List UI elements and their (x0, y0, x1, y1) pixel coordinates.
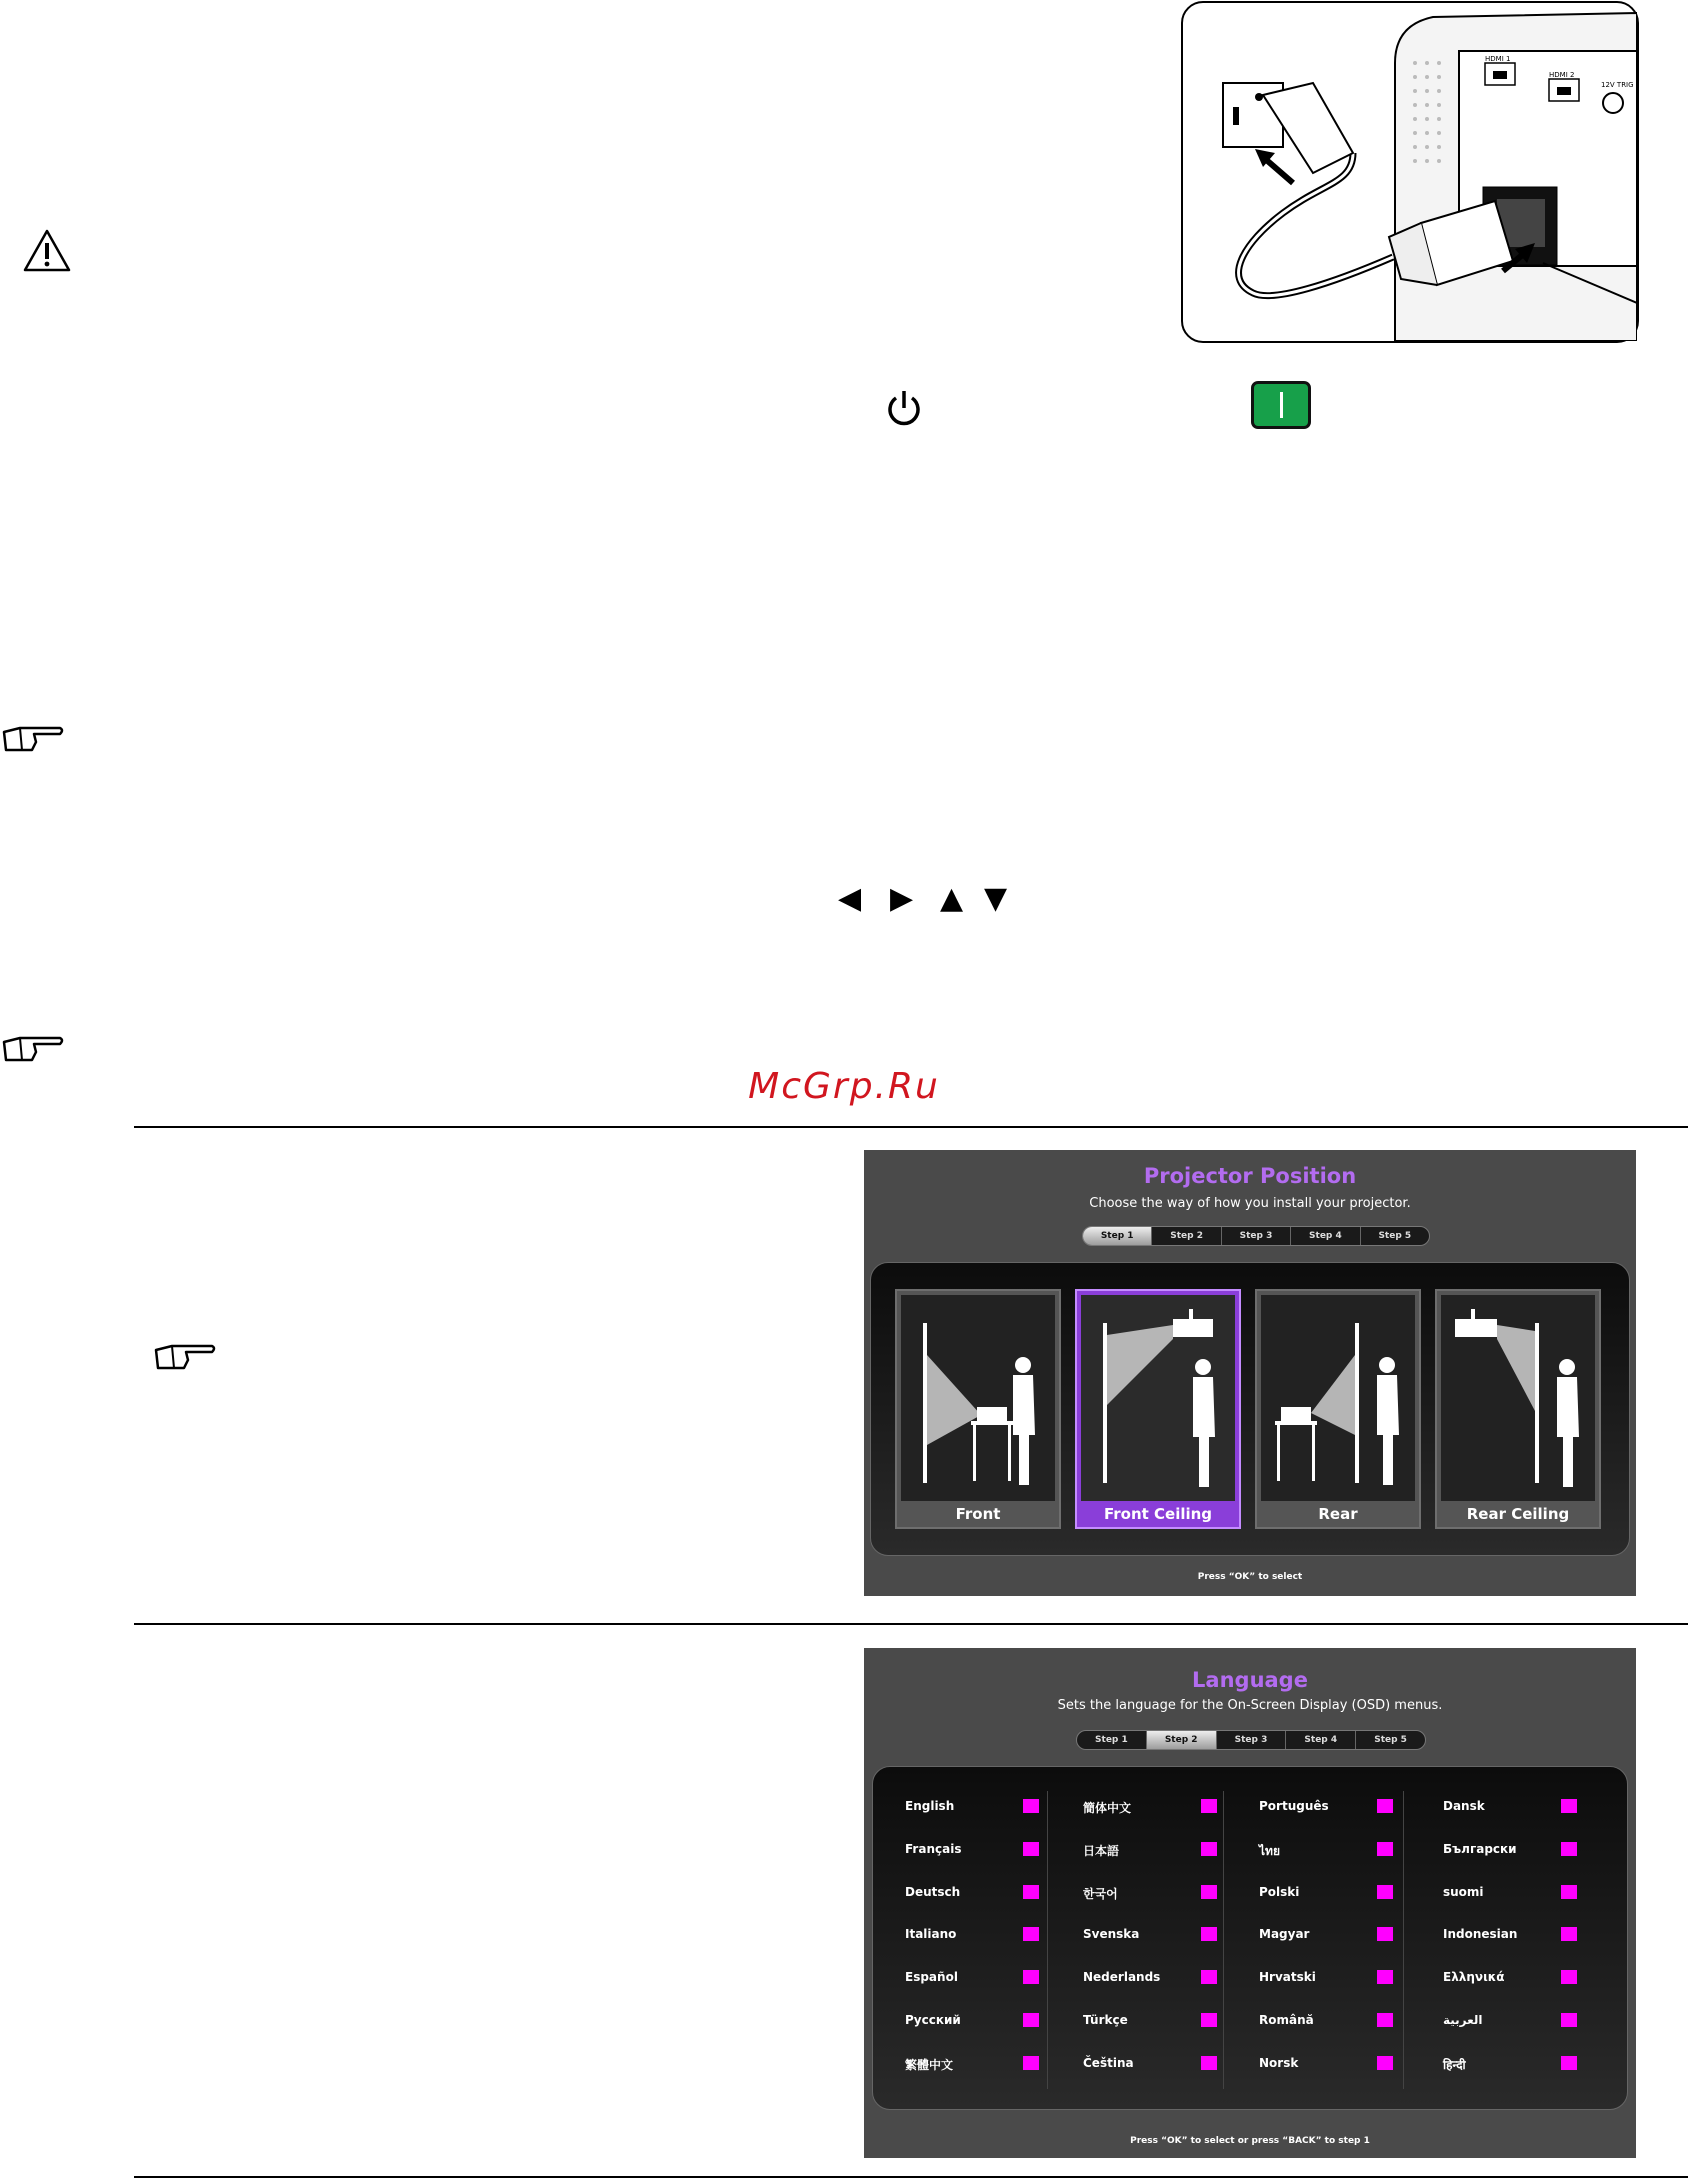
language-select-box[interactable] (1377, 1799, 1393, 1813)
language-select-box[interactable] (1561, 1799, 1577, 1813)
language-label: Ελληνικά (1443, 1970, 1505, 1984)
screen-footer: Press “OK” to select or press “BACK” to step 1 (1130, 2136, 1370, 2146)
language-label: Hrvatski (1259, 1970, 1316, 1984)
language-select-box[interactable] (1561, 2013, 1577, 2027)
down-arrow-icon: ▼ (984, 881, 1008, 916)
language-screen (864, 1648, 1636, 2158)
language-select-box[interactable] (1201, 2013, 1217, 2027)
language-option[interactable] (1083, 1797, 1253, 1817)
right-arrow-icon: ▶ (890, 881, 914, 916)
language-select-box[interactable] (1377, 1927, 1393, 1941)
language-label: Norsk (1259, 2056, 1299, 2070)
screen-subtitle: Sets the language for the On-Screen Display (OSD) menus. (1057, 1698, 1443, 1713)
language-label: Русский (905, 2013, 961, 2027)
port-label: HDMI 1 (1485, 55, 1511, 63)
warning-triangle-icon (22, 228, 72, 274)
language-select-box[interactable] (1023, 1970, 1039, 1984)
step-1: Step 1 (1077, 1731, 1147, 1749)
language-label: Português (1259, 1799, 1329, 1813)
section-divider (134, 2176, 1688, 2178)
step-4: Step 4 (1286, 1731, 1356, 1749)
language-option[interactable] (1443, 2054, 1613, 2074)
step-5: Step 5 (1374, 1735, 1407, 1745)
step-2: Step 2 (1147, 1731, 1217, 1749)
language-label: 日本語 (1083, 1844, 1120, 1858)
projector-position-screen (864, 1150, 1636, 1596)
language-option[interactable] (1259, 1968, 1429, 1988)
language-select-box[interactable] (1201, 1970, 1217, 1984)
language-option[interactable] (1259, 1840, 1429, 1860)
language-select-box[interactable] (1201, 2056, 1217, 2070)
language-option[interactable] (905, 1883, 1075, 1903)
language-select-box[interactable] (1561, 1885, 1577, 1899)
section-divider (134, 1623, 1688, 1625)
language-label: 簡体中文 (1083, 1801, 1132, 1815)
language-select-box[interactable] (1023, 1885, 1039, 1899)
power-cord-drawing (1183, 3, 1637, 341)
pointing-hand-icon (0, 1030, 66, 1066)
language-label: suomi (1443, 1885, 1484, 1899)
option-front[interactable] (895, 1289, 1061, 1529)
language-option[interactable] (1443, 2011, 1613, 2031)
language-option[interactable] (1083, 1925, 1253, 1945)
language-select-box[interactable] (1377, 2013, 1393, 2027)
pointing-hand-icon (152, 1338, 218, 1374)
language-select-box[interactable] (1377, 1842, 1393, 1856)
watermark: McGrp.Ru (748, 1066, 940, 1107)
language-label: 繁體中文 (905, 2058, 954, 2072)
language-option[interactable] (1259, 2054, 1429, 2074)
up-arrow-icon: ▲ (940, 881, 964, 916)
language-label: Français (905, 1842, 962, 1856)
step-4: Step 4 (1291, 1227, 1360, 1245)
screen-footer: Press “OK” to select (1197, 1572, 1303, 1582)
language-label: Čeština (1083, 2056, 1134, 2070)
option-front-ceiling[interactable] (1075, 1289, 1241, 1529)
language-option[interactable] (1443, 1797, 1613, 1817)
language-select-box[interactable] (1023, 1799, 1039, 1813)
language-option[interactable] (1259, 1883, 1429, 1903)
language-select-box[interactable] (1023, 1927, 1039, 1941)
option-label: Front Ceiling (1103, 1505, 1213, 1523)
language-label: Magyar (1259, 1927, 1310, 1941)
step-2: Step 2 (1152, 1227, 1221, 1245)
language-select-box[interactable] (1561, 1927, 1577, 1941)
step-indicator (1076, 1730, 1426, 1750)
step-5: Step 5 (1378, 1231, 1412, 1241)
language-option[interactable] (905, 1840, 1075, 1860)
language-select-box[interactable] (1023, 2013, 1039, 2027)
screen-subtitle: Choose the way of how you install your projector. (1089, 1196, 1411, 1211)
left-arrow-icon: ◀ (838, 881, 862, 916)
front-scene-icon (901, 1295, 1055, 1501)
language-label: Español (905, 1970, 958, 1984)
language-label: Nederlands (1083, 1970, 1161, 1984)
language-option[interactable] (1083, 1968, 1253, 1988)
language-label: Italiano (905, 1927, 957, 1941)
language-label: ไทย (1259, 1844, 1280, 1858)
step-3: Step 3 (1217, 1731, 1287, 1749)
language-option[interactable] (1443, 1925, 1613, 1945)
language-select-box[interactable] (1377, 1885, 1393, 1899)
section-divider (134, 1126, 1688, 1128)
option-label: Rear Ceiling (1466, 1505, 1570, 1523)
option-label: Front (955, 1505, 1001, 1523)
language-label: Indonesian (1443, 1927, 1518, 1941)
language-option[interactable] (1083, 1840, 1253, 1860)
language-select-box[interactable] (1561, 1842, 1577, 1856)
language-option[interactable] (905, 1925, 1075, 1945)
power-icon (886, 388, 922, 428)
language-option[interactable] (1443, 1840, 1613, 1860)
language-option[interactable] (905, 1968, 1075, 1988)
language-select-box[interactable] (1201, 1885, 1217, 1899)
language-label: Türkçe (1083, 2013, 1128, 2027)
language-option[interactable] (905, 1797, 1075, 1817)
language-label: Svenska (1083, 1927, 1140, 1941)
option-label: Rear (1318, 1505, 1358, 1523)
language-select-box[interactable] (1023, 1842, 1039, 1856)
language-select-box[interactable] (1023, 2056, 1039, 2070)
rear-scene-icon (1261, 1295, 1415, 1501)
language-option[interactable] (1083, 1883, 1253, 1903)
front-ceiling-scene-icon (1081, 1295, 1235, 1501)
language-label: Română (1259, 2013, 1314, 2027)
language-label: 한국어 (1083, 1887, 1118, 1901)
language-select-box[interactable] (1561, 2056, 1577, 2070)
language-option[interactable] (1259, 2011, 1429, 2031)
language-label: Български (1443, 1842, 1517, 1856)
screen-title: Language (1192, 1668, 1308, 1692)
language-option[interactable] (1259, 1797, 1429, 1817)
language-list-panel (872, 1766, 1628, 2110)
language-option[interactable] (1083, 2054, 1253, 2074)
language-select-box[interactable] (1377, 1970, 1393, 1984)
pointing-hand-icon (0, 720, 66, 756)
port-label: 12V TRIG (1601, 81, 1634, 89)
option-rear[interactable] (1255, 1289, 1421, 1529)
language-option[interactable] (1443, 1883, 1613, 1903)
language-label: English (905, 1799, 955, 1813)
language-label: हिन्दी (1443, 2058, 1466, 2072)
position-options-panel (870, 1262, 1630, 1556)
screen-title: Projector Position (1143, 1164, 1357, 1188)
power-switch-on-icon (1251, 381, 1311, 429)
power-cord-illustration (1181, 1, 1639, 343)
language-label: Polski (1259, 1885, 1300, 1899)
step-indicator (1082, 1226, 1430, 1246)
language-label: Deutsch (905, 1885, 961, 1899)
step-3: Step 3 (1222, 1227, 1291, 1245)
language-option[interactable] (905, 2011, 1075, 2031)
language-select-box[interactable] (1561, 1970, 1577, 1984)
language-option[interactable] (905, 2054, 1075, 2074)
language-select-box[interactable] (1377, 2056, 1393, 2070)
language-option[interactable] (1083, 2011, 1253, 2031)
language-label: Dansk (1443, 1799, 1485, 1813)
rear-ceiling-scene-icon (1441, 1295, 1595, 1501)
port-label: HDMI 2 (1549, 71, 1575, 79)
language-select-box[interactable] (1201, 1842, 1217, 1856)
language-option[interactable] (1443, 1968, 1613, 1988)
language-select-box[interactable] (1201, 1799, 1217, 1813)
language-option[interactable] (1259, 1925, 1429, 1945)
option-rear-ceiling[interactable] (1435, 1289, 1601, 1529)
language-label: العربية (1443, 2013, 1483, 2027)
language-select-box[interactable] (1201, 1927, 1217, 1941)
step-1: Step 1 (1083, 1227, 1152, 1245)
